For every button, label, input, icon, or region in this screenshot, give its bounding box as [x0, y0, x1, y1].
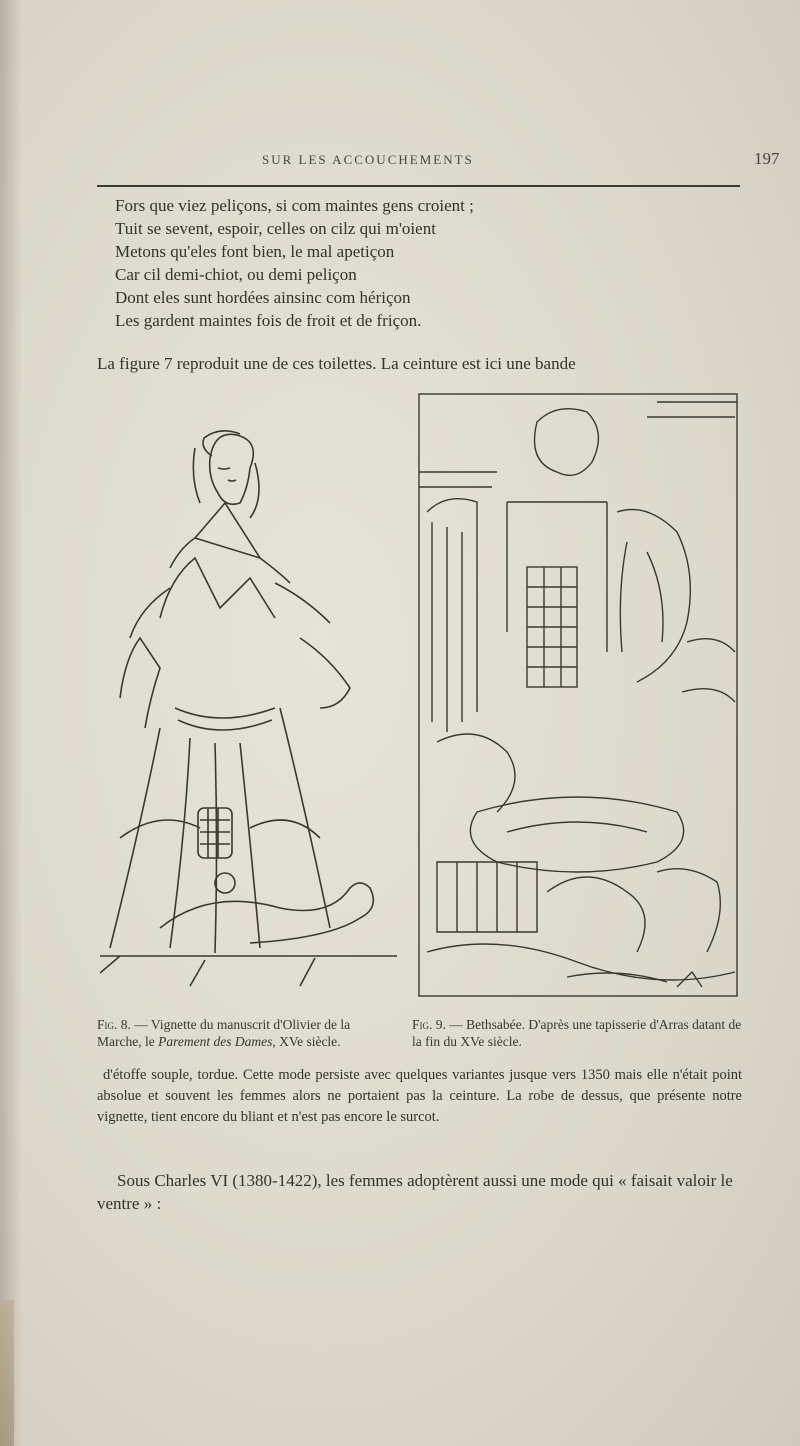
figure-9-caption-text: — Bethsabée. D'après une tapisserie d'Arras datant de la fin du XVe siècle.: [412, 1017, 742, 1049]
verse-line: Tuit se sevent, espoir, celles on cilz qui m'oient: [115, 219, 436, 238]
paragraph-closing: Sous Charles VI (1380-1422), les femmes adoptèrent aussi une mode qui « faisait valoir le ventre » :: [97, 1171, 733, 1213]
running-title: SUR LES ACCOUCHEMENTS: [262, 152, 474, 167]
paragraph-body: d'étoffe souple, tordue. Cette mode persiste avec quelques variantes jusque vers 1350 mais elle n'était point absolue et souvent les femmes alors ne portaient pas la ceinture. La robe de dessus, que présente notre vignette, tient encore du bliant et n'est pas encore le surcot.: [97, 1067, 742, 1125]
figure-8-caption: [97, 1016, 397, 1050]
verse-line: Metons qu'eles font bien, le mal apetiçon: [115, 242, 395, 261]
page-edge-shadow: [0, 0, 22, 1446]
figure-8-illustration: [100, 408, 397, 988]
paragraph-intro: La figure 7 reproduit une de ces toilettes. La ceinture est ici une bande: [97, 354, 576, 373]
verse-line: Les gardent maintes fois de froit et de friçon.: [115, 311, 422, 330]
page-number: 197: [754, 149, 780, 168]
page-stain: [0, 1300, 14, 1446]
header-rule: [97, 185, 740, 187]
figure-8-caption-text: — Vignette du manuscrit d'Olivier de la Marche, le: [97, 1017, 351, 1049]
figure-9-label: Fig. 9.: [412, 1017, 446, 1032]
verse-line: Dont eles sunt hordées ainsinc com hériçon: [115, 288, 411, 307]
verse-line: Car cil demi-chiot, ou demi peliçon: [115, 265, 357, 284]
figure-8-label: Fig. 8.: [97, 1017, 131, 1032]
figure-8-caption-title: Parement des Dames: [158, 1034, 273, 1049]
verse-block: [115, 194, 474, 332]
verse-line: Fors que viez peliçons, si com maintes gens croient ;: [115, 196, 474, 215]
figure-9-illustration: [417, 392, 739, 998]
running-head: [0, 149, 800, 172]
figure-9-caption: [412, 1016, 742, 1050]
figure-8-caption-end: , XVe siècle.: [272, 1034, 341, 1049]
